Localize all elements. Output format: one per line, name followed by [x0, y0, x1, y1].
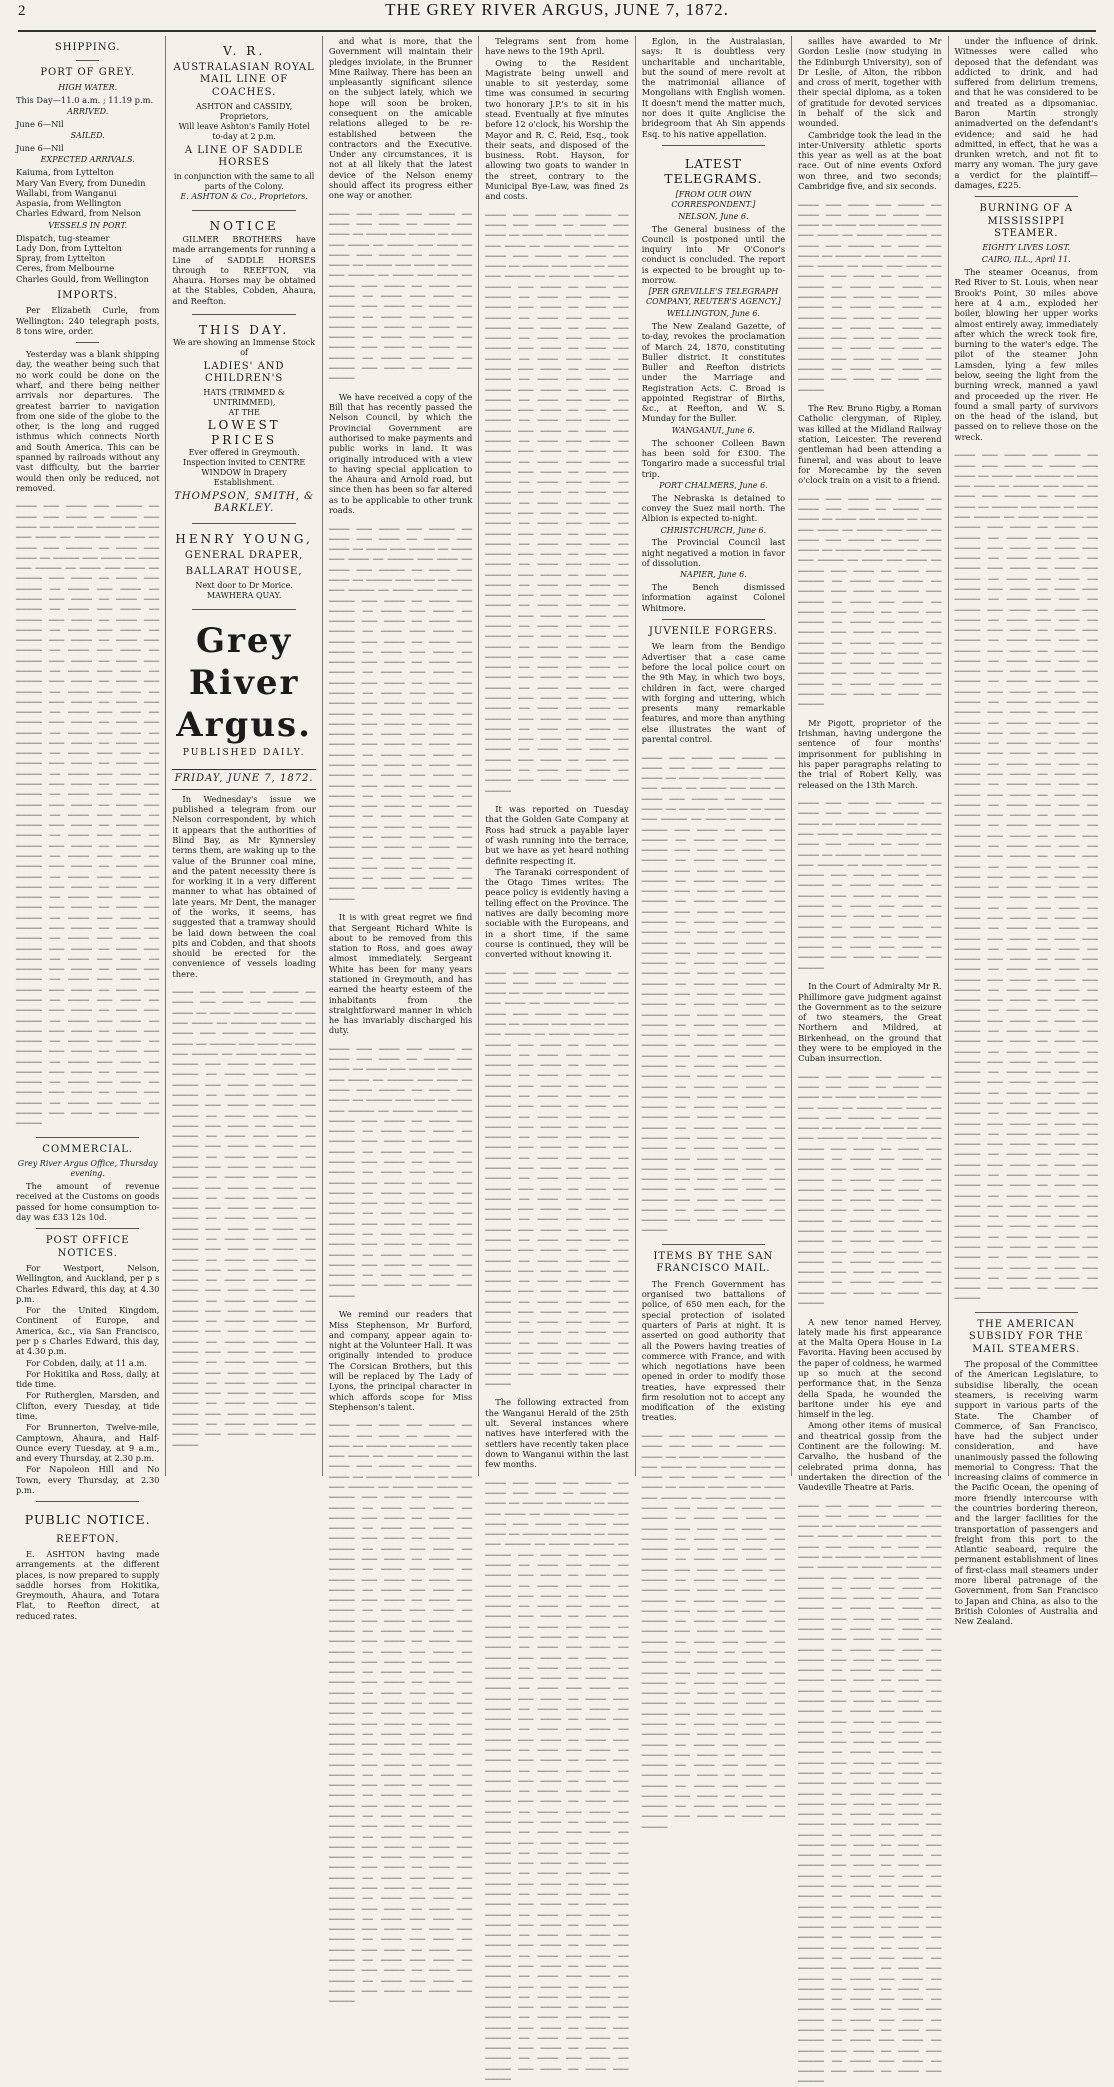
saddle-sub: in conjunction with the same to all parts of the Colony.	[173, 172, 315, 192]
list-item: Charles Gould, from Wellington	[16, 273, 149, 284]
issue-date: FRIDAY, JUNE 7, 1872.	[172, 769, 315, 789]
wanganui-text: The schooner Colleen Bawn has been sold for £300. The Tongariro made a successful trial trip.	[641, 437, 786, 479]
article-continued: ──── ─── ──── ─── ───── ── ──── ─── ──── ── ───── ─── ──── ── ──── ─── ───── ── ──── ─── ──── ── ───── ─── ──── ── ──── ─── ───── ── ──── ─── ──── ── ───── ─── ──── ── ──── ─── ───── ── ──── ─── ──── ── ───── ─── ──── ── ──── ─── ───── ── ──── ─── ──── ── ───── ─── ──── ── ──── ─── ───── ── ──── ─── ──── ── ───── ─── ──── ── ──── ─── ───── ── ──── ─── ──── ── ───── ─── ──── ── ──── ─── ───── ── ──── ─── ──── ── ───── ─── ──── ── ──── ─── ───── ── ──── ─── ──── ── ───── ─── ──── ── ──── ─── ───── ── ──── ─── ──── ── ───── ─── ──── ── ──── ─── ───── ── ──── ─── ──── ── ───── ─── ──── ── ──── ─── ───── ── ──── ─── ──── ── ───── ─── ──── ── ──── ─── ─────	[328, 1043, 473, 1301]
article-text: It was reported on Tuesday that the Golden Gate Company at Ross had struck a payable layer of wash running into the terrace, but we have as yet heard nothing definite respecting it.	[485, 804, 629, 866]
list-item: For Hokitika and Ross, daily, at tide time.	[16, 1368, 160, 1390]
notice-advert	[172, 219, 315, 306]
article-continued: ──── ─── ──── ─── ───── ── ──── ─── ──── ── ───── ─── ──── ── ──── ─── ───── ── ──── ─── ──── ── ───── ─── ──── ── ──── ─── ───── ── ──── ─── ──── ── ───── ─── ──── ── ──── ─── ───── ── ──── ─── ──── ── ───── ─── ──── ── ──── ─── ───── ── ──── ─── ──── ── ───── ─── ──── ── ──── ─── ───── ── ──── ─── ──── ── ───── ─── ──── ── ──── ─── ───── ── ──── ─── ──── ── ───── ─── ──── ── ──── ─── ───── ── ──── ─── ──── ── ───── ─── ──── ── ──── ─── ───── ── ──── ─── ──── ── ───── ─── ──── ── ──── ─── ───── ── ──── ─── ──── ── ───── ─── ──── ── ──── ─── ───── ── ──── ─── ──── ── ───── ─── ──── ── ──── ─── ─────	[798, 1071, 942, 1308]
list-item: For Brunnerton, Twelve-mile, Camptown, Ahaura, and Half-Ounce every Tuesday, at 9 a.m., and every Thursday, at 2.30 p.m.	[16, 1422, 160, 1464]
article-text: Owing to the Resident Magistrate being unwell and unable to sit yesterday, some time was consumed in securing two honorary J.P.'s to sit in his stead. Eventually at five minutes before 12 o'clock, his Worship the Mayor and R. C. Reid, Esq., took their seats, and disposed of the business. Robt. Hayson, for allowing two goats to wander in the street, contrary to the Municipal Bye-Law, was fined 2s and costs.	[485, 57, 629, 202]
wellington-dateline: WELLINGTON, June 6.	[666, 309, 760, 319]
column-1	[10, 36, 166, 1621]
running-title: THE GREY RIVER ARGUS, JUNE 7, 1872.	[385, 0, 729, 19]
imports-text: Per Elizabeth Curle, from Wellington: 240 telegraph posts, 8 tons wire, order.	[16, 305, 160, 336]
article-continued: ──── ─── ──── ─── ───── ── ──── ─── ──── ── ───── ─── ──── ── ──── ─── ───── ── ──── ─── ──── ── ───── ─── ──── ── ──── ─── ───── ── ──── ─── ──── ── ───── ─── ──── ── ──── ─── ───── ── ──── ─── ──── ── ───── ─── ──── ── ──── ─── ───── ── ──── ─── ──── ── ───── ─── ──── ── ──── ─── ───── ── ──── ─── ──── ── ───── ─── ──── ── ──── ─── ───── ── ──── ─── ──── ── ───── ─── ──── ── ──── ─── ───── ── ──── ─── ──── ── ───── ─── ──── ── ──── ─── ───── ── ──── ─── ──── ── ───── ─── ──── ── ──── ─── ───── ── ──── ─── ──── ── ───── ─── ──── ── ──── ─── ───── ── ──── ─── ──── ── ───── ─── ──── ── ──── ─── ───── ── ──── ─── ──── ── ───── ─── ──── ── ──── ─── ───── ── ──── ─── ──── ── ───── ─── ──── ── ──── ─── ───── ── ──── ─── ──── ── ───── ─── ──── ── ──── ─── ───── ── ──── ─── ──── ── ───── ─── ──── ── ──── ─── ───── ── ──── ─── ──── ── ───── ─── ──── ── ──── ─── ───── ── ──── ─── ──── ── ───── ─── ──── ── ──── ─── ───── ── ──── ─── ──── ── ───── ─── ──── ── ──── ─── ───── ── ──── ─── ──── ── ───── ─── ──── ── ──── ─── ─────	[641, 1431, 786, 1832]
leader-text: In Wednesday's issue we published a telegram from our Nelson correspondent, by which it appears that the authorities of Blind Bay, as Mr Kynnersley terms them, are waking up to the value of the Brunner coal mine, and the patent necessity there is for working it in a very different manner to what has obtained of late years. Mr Dent, the manager of the works, it seems, has suggested that a tramway should be laid down between the coal pits and Cobden, and that shoots should be erected for the convenience of vessels loading there.	[172, 793, 316, 979]
saddle-line: A LINE OF SADDLE HORSES	[184, 144, 304, 169]
list-item: For Westport, Nelson, Wellington, and Auckland, per p s Charles Edward, this day, at 4.30 p.m.	[16, 1263, 160, 1304]
post-office-heading: POST OFFICE NOTICES.	[45, 1235, 130, 1259]
list-item: Charles Edward, from Nelson	[16, 208, 141, 219]
list-item: Aspasia, from Wellington	[16, 198, 122, 209]
burning-text: The steamer Oceanus, from Red River to St. Louis, when near Brook's Point, 30 miles above here at 4 a.m., exploded her boiler, blowing her upper works almost entirely away, immediately after which the wreck took fire, burning to the water's edge. The pilot of the steamer John Lamsden, lying a few miles below, seeing the light from the burning wreck, manned a yawl and proceeded up the river. He found a small party of survivors on the head of the island, but passed on to relieve those on the wreck.	[954, 267, 1098, 442]
notice-heading: NOTICE	[209, 219, 279, 234]
article-text: The Rev. Bruno Rigby, a Roman Catholic clergyman, of Ripley, was killed at the Midland Railway station, Leicester. The reverend gentleman had been attending a funeral, and was about to leave for Morecambe by the seven o'clock train on a visit to a friend.	[798, 403, 942, 486]
ashton-signature: E. ASHTON & Co., Proprietors.	[180, 192, 308, 202]
sailed-label: SAILED.	[70, 131, 105, 141]
american-subsidy-heading: THE AMERICAN SUBSIDY FOR THE MAIL STEAMERS.	[968, 1318, 1084, 1355]
article-text: It is with great regret we find that Sergeant Richard White is about to be removed from this station to Ross, and goes away almost immediately. Sergeant White has been for many years stationed in Greymouth, and has earned the hearty esteem of the inhabitants from the straightforward manner in which he has invariably discharged his duty.	[328, 912, 473, 1036]
public-notice-heading: PUBLIC NOTICE.	[24, 1512, 151, 1528]
christchurch-dateline: CHRISTCHURCH, June 6.	[660, 525, 767, 535]
column-5	[636, 36, 792, 1832]
ashton-sub: Will leave Ashton's Family Hotel to-day at 2 p.m.	[178, 121, 310, 141]
burning-steamer-heading: BURNING OF A MISSISSIPPI STEAMER.	[979, 203, 1073, 239]
article-continued: ──── ─── ──── ─── ───── ── ──── ─── ──── ── ───── ─── ──── ── ──── ─── ───── ── ──── ─── ──── ── ───── ─── ──── ── ──── ─── ───── ── ──── ─── ──── ── ───── ─── ──── ── ──── ─── ───── ── ──── ─── ──── ── ───── ─── ──── ── ──── ─── ───── ── ──── ─── ──── ── ───── ─── ──── ── ──── ─── ───── ── ──── ─── ──── ── ───── ─── ──── ── ──── ─── ───── ── ──── ─── ──── ── ───── ─── ──── ── ──── ─── ───── ── ──── ─── ──── ── ───── ─── ──── ── ──── ─── ───── ── ──── ─── ──── ── ───── ─── ──── ── ──── ─── ───── ── ──── ─── ──── ── ───── ─── ──── ── ──── ─── ───── ── ──── ─── ──── ── ───── ─── ──── ── ──── ─── ───── ── ──── ─── ──── ── ───── ─── ──── ── ──── ─── ───── ── ──── ─── ──── ── ───── ─── ──── ── ──── ─── ───── ── ──── ─── ──── ── ───── ─── ──── ── ──── ─── ───── ── ──── ─── ──── ── ───── ─── ──── ── ──── ─── ───── ── ──── ─── ──── ── ───── ─── ──── ── ──── ─── ───── ── ──── ─── ──── ── ───── ─── ──── ── ──── ─── ───── ── ──── ─── ──── ── ───── ─── ──── ── ──── ─── ───── ── ──── ─── ──── ── ───── ─── ──── ── ──── ─── ───── ── ──── ─── ──── ── ───── ─── ──── ── ──── ─── ───── ── ──── ─── ──── ── ───── ─── ──── ── ──── ─── ───── ── ──── ─── ──── ── ───── ─── ──── ── ──── ─── ───── ── ──── ─── ──── ── ───── ─── ──── ── ──── ─── ─────	[641, 752, 786, 1236]
column-4	[479, 36, 635, 2085]
greville-agency: [PER GREVILLE'S TELEGRAPH COMPANY, REUTER'S AGENCY.]	[646, 287, 781, 307]
vessels-list	[16, 233, 159, 284]
gilmer-text: GILMER BROTHERS have made arrangements for running a Line of SADDLE HORSES through to REEFTON, via Ahaura. Horses may be obtained at the Stables, Cobden, Ahaura, and Reefton.	[172, 234, 316, 306]
shipping-heading: SHIPPING.	[54, 42, 121, 53]
expected-label: EXPECTED ARRIVALS.	[40, 155, 135, 165]
article-continued: ──── ─── ──── ─── ───── ── ──── ─── ──── ── ───── ─── ──── ── ──── ─── ───── ── ──── ─── ──── ── ───── ─── ──── ── ──── ─── ───── ── ──── ─── ──── ── ───── ─── ──── ── ──── ─── ───── ── ──── ─── ──── ── ───── ─── ──── ── ──── ─── ───── ── ──── ─── ──── ── ───── ─── ──── ── ──── ─── ───── ── ──── ─── ──── ── ───── ─── ──── ── ──── ─── ───── ── ──── ─── ──── ── ───── ─── ──── ── ──── ─── ───── ── ──── ─── ──── ── ───── ─── ──── ── ──── ─── ───── ── ──── ─── ──── ── ───── ─── ──── ── ──── ─── ───── ── ──── ─── ──── ── ───── ─── ──── ── ──── ─── ───── ── ──── ─── ──── ── ───── ─── ──── ── ──── ─── ───── ── ──── ─── ──── ── ───── ─── ──── ── ──── ─── ───── ── ──── ─── ──── ── ───── ─── ──── ── ──── ─── ───── ── ──── ─── ──── ── ───── ─── ──── ── ──── ─── ───── ── ──── ─── ──── ── ───── ─── ──── ── ──── ─── ───── ── ──── ─── ──── ── ───── ─── ──── ── ──── ─── ───── ── ──── ─── ──── ── ───── ─── ──── ── ──── ─── ───── ── ──── ─── ──── ── ───── ─── ──── ── ──── ─── ───── ── ──── ─── ──── ── ───── ─── ──── ── ──── ─── ───── ── ──── ─── ──── ── ───── ─── ──── ── ──── ─── ───── ── ──── ─── ──── ── ───── ─── ──── ── ──── ─── ───── ── ──── ─── ──── ── ───── ─── ──── ── ──── ─── ───── ── ──── ─── ──── ── ───── ─── ──── ── ──── ─── ───── ── ──── ─── ──── ── ───── ─── ──── ── ──── ─── ───── ── ──── ─── ──── ── ───── ─── ──── ── ──── ─── ───── ── ──── ─── ──── ── ───── ─── ──── ── ──── ─── ───── ── ──── ─── ──── ── ───── ─── ──── ── ──── ─── ───── ── ──── ─── ──── ── ───── ─── ──── ── ──── ─── ───── ── ──── ─── ──── ── ───── ─── ──── ── ──── ─── ───── ── ──── ─── ──── ── ───── ─── ──── ── ──── ─── ───── ── ──── ─── ──── ── ───── ─── ──── ── ──── ─── ───── ── ──── ─── ──── ── ───── ─── ──── ── ──── ─── ───── ── ──── ─── ──── ── ───── ─── ──── ── ──── ─── ───── ── ──── ─── ──── ── ───── ─── ──── ── ──── ─── ───── ── ──── ─── ──── ── ───── ─── ──── ── ──── ─── ───── ── ──── ─── ──── ── ───── ─── ──── ── ──── ─── ───── ── ──── ─── ──── ── ───── ─── ──── ── ──── ─── ───── ── ──── ─── ──── ── ───── ─── ──── ── ──── ─── ───── ── ──── ─── ──── ── ───── ─── ──── ── ──── ─── ───── ── ──── ─── ──── ── ───── ─── ──── ── ──── ─── ───── ── ──── ─── ──── ── ───── ─── ──── ── ──── ─── ─────	[954, 450, 1098, 1304]
commercial-heading: COMMERCIAL.	[42, 1143, 134, 1155]
subsidy-text: The proposal of the Committee of the American Legislature, to subsidise liberally, the ocean steamers, is receiving warm support in various parts of the State. The Chamber of Commerce, of San Francisco, have had the subject under consideration, and have unanimously passed the following memorial to Congress: That the increasing claims of commerce in the Pacific Ocean, the opening of more friendly intercourse with the countries bordering thereon, and the larger facilities for the transportation of passengers and freight from this port to the Atlantic seaboard, require the permanent establishment of lines of first-class mail steamers under more liberal patronage of the Government, from San Francisco to Japan and China, as also to the British Colonies of Australia and New Zealand.	[954, 1359, 1098, 1627]
vr-heading: V. R.	[223, 44, 266, 58]
article-continued: ──── ─── ──── ─── ───── ── ──── ─── ──── ── ───── ─── ──── ── ──── ─── ───── ── ──── ─── ──── ── ───── ─── ──── ── ──── ─── ───── ── ──── ─── ──── ── ───── ─── ──── ── ──── ─── ───── ── ──── ─── ──── ── ───── ─── ──── ── ──── ─── ───── ── ──── ─── ──── ── ───── ─── ──── ── ──── ─── ───── ── ──── ─── ──── ── ───── ─── ──── ── ──── ─── ───── ── ──── ─── ──── ── ───── ─── ──── ── ──── ─── ───── ── ──── ─── ──── ── ───── ─── ──── ── ──── ─── ───── ── ──── ─── ──── ── ───── ─── ──── ── ──── ─── ───── ── ──── ─── ──── ── ───── ─── ──── ── ──── ─── ───── ── ──── ─── ──── ── ───── ─── ──── ── ──── ─── ───── ── ──── ─── ──── ── ───── ─── ──── ── ──── ─── ───── ── ──── ─── ──── ── ───── ─── ──── ── ──── ─── ───── ── ──── ─── ──── ── ───── ─── ──── ── ──── ─── ───── ── ──── ─── ──── ── ───── ─── ──── ── ──── ─── ───── ── ──── ─── ──── ── ───── ─── ──── ── ──── ─── ───── ── ──── ─── ──── ── ───── ─── ──── ── ──── ─── ───── ── ──── ─── ──── ── ───── ─── ──── ── ──── ─── ───── ── ──── ─── ──── ── ───── ─── ──── ── ──── ─── ───── ── ──── ─── ──── ── ───── ─── ──── ── ──── ─── ───── ── ──── ─── ──── ── ───── ─── ──── ── ──── ─── ───── ── ──── ─── ──── ── ───── ─── ──── ── ──── ─── ───── ── ──── ─── ──── ── ───── ─── ──── ── ──── ─── ───── ── ──── ─── ──── ── ───── ─── ──── ── ──── ─── ───── ── ──── ─── ──── ── ───── ─── ──── ── ──── ─── ───── ── ──── ─── ──── ── ───── ─── ──── ── ──── ─── ───── ── ──── ─── ──── ── ───── ─── ──── ── ──── ─── ───── ── ──── ─── ──── ── ───── ─── ──── ── ──── ─── ─────	[328, 1420, 473, 2007]
next-door: Next door to Dr Morice.	[195, 581, 293, 591]
leader-continued: ──── ─── ──── ─── ───── ── ──── ─── ──── ── ───── ─── ──── ── ──── ─── ───── ── ──── ─── ──── ── ───── ─── ──── ── ──── ─── ───── ── ──── ─── ──── ── ───── ─── ──── ── ──── ─── ───── ── ──── ─── ──── ── ───── ─── ──── ── ──── ─── ───── ── ──── ─── ──── ── ───── ─── ──── ── ──── ─── ───── ── ──── ─── ──── ── ───── ─── ──── ── ──── ─── ───── ── ──── ─── ──── ── ───── ─── ──── ── ──── ─── ───── ── ──── ─── ──── ── ───── ─── ──── ── ──── ─── ───── ── ──── ─── ──── ── ───── ─── ──── ── ──── ─── ───── ── ──── ─── ──── ── ───── ─── ──── ── ──── ─── ───── ── ──── ─── ──── ── ───── ─── ──── ── ──── ─── ───── ── ──── ─── ──── ── ───── ─── ──── ── ──── ─── ───── ── ──── ─── ──── ── ───── ─── ──── ── ──── ─── ───── ── ──── ─── ──── ── ───── ─── ──── ── ──── ─── ───── ── ──── ─── ──── ── ───── ─── ──── ── ──── ─── ───── ── ──── ─── ──── ── ───── ─── ──── ── ──── ─── ───── ── ──── ─── ──── ── ───── ─── ──── ── ──── ─── ───── ── ──── ─── ──── ── ───── ─── ──── ── ──── ─── ───── ── ──── ─── ──── ── ───── ─── ──── ── ──── ─── ───── ── ──── ─── ──── ── ───── ─── ──── ── ──── ─── ───── ── ──── ─── ──── ── ───── ─── ──── ── ──── ─── ───── ── ──── ─── ──── ── ───── ─── ──── ── ──── ─── ─────	[172, 987, 316, 1450]
at-the: AT THE	[228, 408, 260, 418]
nelson-text: The General business of the Council is postponed until the inquiry into Mr O'Conor's conduct is concluded. The report is expected to be brought up to-morrow.	[641, 223, 786, 285]
article-text: In the Court of Admiralty Mr R. Phillimore gave judgment against the Government as to the seizure of two steamers, the Great Northern and Mildred, at Birkenhead, on the ground that they were to be employed in the Cuban insurrection.	[798, 981, 942, 1064]
expected-list	[16, 167, 159, 218]
inspection: Inspection invited to CENTRE WINDOW in Drapery Establishment.	[183, 457, 306, 487]
article-text: and what is more, that the Government will maintain their pledges inviolate, in the Brunner Mine Railway. There has been an unpleasantly significant silence on the subject lately, which we hope will soon be broken, consequent on the amicable relations alleged to be re-established between the contractors and the Executive. Under any circumstances, it is not at all likely that the latest device of the Nelson enemy should affect its progress either one way or another.	[328, 36, 473, 201]
ever-offered: Ever offered in Greymouth.	[188, 447, 300, 457]
list-item: Lady Don, from Lyttelton	[16, 242, 122, 253]
newspaper-name: Grey River Argus.	[176, 620, 313, 746]
list-item: For Rutherglen, Marsden, and Clifton, every Tuesday, at tide time.	[16, 1390, 160, 1421]
imports-heading: IMPORTS.	[57, 289, 119, 301]
sailed: June 6—Nil	[16, 143, 64, 154]
napier-text: The Bench dismissed information against Colonel Whitmore.	[641, 582, 786, 613]
article-text: The Taranaki correspondent of the Otago Times writes: The peace policy is evidently having a telling effect on the Province. The natives are daily becoming more sociable with the Europeans, and in a short time, if the same course is continued, they will be converted without knowing it.	[485, 866, 629, 960]
san-francisco-heading: ITEMS BY THE SAN FRANCISCO MAIL.	[653, 1251, 774, 1275]
page-header	[18, 0, 1096, 32]
wellington-text: The New Zealand Gazette, of to-day, revokes the proclamation of March 24, 1870, constituting Buller district. It constitutes Buller and Reefton districts under the Marriage and Registration Acts. C. Broad is appointed Registrar of Births, &c., at Reefton, and W. S. Munday for the Buller.	[641, 320, 786, 424]
article-text: Mr Pigott, proprietor of the Irishman, having undergone the sentence of four months' imprisonment for publishing in his paper paragraphs relating to the trial of Robert Kelly, was released on the 13th March.	[798, 717, 942, 790]
article-text: Eglon, in the Australasian, says: It is doubtless very uncharitable and uncharitable, but the sound of mere revolt at the matrimonial alliance of Mongolians with English women. It doesn't mend the matter much, nor does it quite Anglicise the bridegroom that Ah Sin appends Esq. to his native appellation.	[641, 36, 786, 139]
ballarat-line: BALLARAT HOUSE,	[185, 565, 303, 577]
ashton-proprietors: ASHTON and CASSIDY, Proprietors,	[195, 102, 293, 121]
article-continued: ──── ─── ──── ─── ───── ── ──── ─── ──── ── ───── ─── ──── ── ──── ─── ───── ── ──── ─── ──── ── ───── ─── ──── ── ──── ─── ───── ── ──── ─── ──── ── ───── ─── ──── ── ──── ─── ───── ── ──── ─── ──── ── ───── ─── ──── ── ──── ─── ───── ── ──── ─── ──── ── ───── ─── ──── ── ──── ─── ───── ── ──── ─── ──── ── ───── ─── ──── ── ──── ─── ───── ── ──── ─── ──── ── ───── ─── ──── ── ──── ─── ───── ── ──── ─── ──── ── ───── ─── ──── ── ──── ─── ───── ── ──── ─── ──── ── ───── ─── ──── ── ──── ─── ───── ── ──── ─── ──── ── ───── ─── ──── ── ──── ─── ───── ── ──── ─── ──── ── ───── ─── ──── ── ──── ─── ───── ── ──── ─── ──── ── ───── ─── ──── ── ──── ─── ───── ── ──── ─── ──── ── ───── ─── ──── ── ──── ─── ───── ── ──── ─── ──── ── ───── ─── ──── ── ──── ─── ───── ── ──── ─── ──── ── ───── ─── ──── ── ──── ─── ───── ── ──── ─── ──── ── ───── ─── ──── ── ──── ─── ───── ── ──── ─── ──── ── ───── ─── ──── ── ──── ─── ───── ── ──── ─── ──── ── ───── ─── ──── ── ──── ─── ───── ── ──── ─── ──── ── ───── ─── ──── ── ──── ─── ───── ── ──── ─── ──── ── ───── ─── ──── ── ──── ─── ───── ── ──── ─── ──── ── ───── ─── ──── ── ──── ─── ───── ── ──── ─── ──── ── ───── ─── ──── ── ──── ─── ───── ── ──── ─── ──── ── ───── ─── ──── ── ──── ─── ───── ── ──── ─── ──── ── ───── ─── ──── ── ──── ─── ───── ── ──── ─── ──── ── ───── ─── ──── ── ──── ─── ───── ── ──── ─── ──── ── ───── ─── ──── ── ──── ─── ───── ── ──── ─── ──── ── ───── ─── ──── ── ──── ─── ───── ── ──── ─── ──── ── ───── ─── ──── ── ──── ─── ───── ── ──── ─── ──── ── ───── ─── ──── ── ──── ─── ───── ── ──── ─── ──── ── ───── ─── ──── ── ──── ─── ─────	[16, 501, 160, 1129]
published-daily: PUBLISHED DAILY.	[182, 748, 306, 759]
draper-line: GENERAL DRAPER,	[184, 550, 304, 562]
reefton-text: E. ASHTON having made arrangements at the different places, is now prepared to supply saddle horses from Hokitika, Greymouth, Ahaura, and Totara Flat, to Reefton direct, at reduced rates.	[16, 1549, 160, 1621]
column-2	[166, 36, 322, 1476]
page-number: 2	[18, 3, 26, 19]
own-correspondent: [FROM OUR OWN CORRESPONDENT.]	[671, 189, 756, 209]
henry-young: HENRY YOUNG,	[175, 532, 313, 547]
hats-line: HATS (TRIMMED & UNTRIMMED),	[203, 388, 285, 408]
christchurch-text: The Provincial Council last night negatived a motion in favor of dissolution.	[641, 537, 786, 568]
commercial-office: Grey River Argus Office, Thursday evening.	[17, 1159, 158, 1179]
eighty-lives-lost: EIGHTY LIVES LOST.	[982, 243, 1071, 253]
column-6	[792, 36, 948, 2087]
article-continued: ──── ─── ──── ─── ───── ── ──── ─── ──── ── ───── ─── ──── ── ──── ─── ───── ── ──── ─── ──── ── ───── ─── ──── ── ──── ─── ───── ── ──── ─── ──── ── ───── ─── ──── ── ──── ─── ───── ── ──── ─── ──── ── ───── ─── ──── ── ──── ─── ───── ── ──── ─── ──── ── ───── ─── ──── ── ──── ─── ───── ── ──── ─── ──── ── ───── ─── ──── ── ──── ─── ───── ── ──── ─── ──── ── ───── ─── ──── ── ──── ─── ───── ── ──── ─── ──── ── ───── ─── ──── ── ──── ─── ───── ── ──── ─── ──── ── ───── ─── ──── ── ──── ─── ───── ── ──── ─── ──── ── ───── ─── ──── ── ──── ─── ───── ── ──── ─── ──── ── ───── ─── ──── ── ──── ─── ───── ── ──── ─── ──── ── ───── ─── ──── ── ──── ─── ───── ── ──── ─── ──── ── ───── ─── ──── ── ──── ─── ───── ── ──── ─── ──── ── ───── ─── ──── ── ──── ─── ───── ── ──── ─── ──── ── ───── ─── ──── ── ──── ─── ───── ── ──── ─── ──── ── ───── ─── ──── ── ──── ─── ───── ── ──── ─── ──── ── ───── ─── ──── ── ──── ─── ───── ── ──── ─── ──── ── ───── ─── ──── ── ──── ─── ───── ── ──── ─── ──── ── ───── ─── ──── ── ──── ─── ───── ── ──── ─── ──── ── ───── ─── ──── ── ──── ─── ───── ── ──── ─── ──── ── ───── ─── ──── ── ──── ─── ───── ── ──── ─── ──── ── ───── ─── ──── ── ──── ─── ───── ── ──── ─── ──── ── ───── ─── ──── ── ──── ─── ───── ── ──── ─── ──── ── ───── ─── ──── ── ──── ─── ───── ── ──── ─── ──── ── ───── ─── ──── ── ──── ─── ───── ── ──── ─── ──── ── ───── ─── ──── ── ──── ─── ───── ── ──── ─── ──── ── ───── ─── ──── ── ──── ─── ───── ── ──── ─── ──── ── ───── ─── ──── ── ──── ─── ─────	[798, 1500, 942, 2087]
article-text: We remind our readers that Miss Stephenson, Mr Burford, and company, appear again to-night at the Volunteer Hall. It was originally intended to produce The Corsican Brothers, but this will be replaced by The Lady of Lyons, the principal character in which affords scope for Miss Stephenson's talent.	[328, 1309, 473, 1412]
napier-dateline: NAPIER, June 6.	[680, 570, 747, 580]
shipping-article: Yesterday was a blank shipping day, the weather being such that no work could be done on the wharf, and there being neither arrivals nor departures. The greatest barrier to navigation from one side of the globe to the other, is the long and rugged isthmus which connects North and South America. This can be spanned by railroads without any vast difficulty, but the barrier would then only be reduced, not removed.	[16, 349, 160, 493]
port-chalmers-dateline: PORT CHALMERS, June 6.	[659, 480, 768, 490]
nelson-dateline: NELSON, June 6.	[678, 211, 749, 221]
lowest-prices: LOWEST PRICES	[207, 418, 281, 448]
article-continued: ──── ─── ──── ─── ───── ── ──── ─── ──── ── ───── ─── ──── ── ──── ─── ───── ── ──── ─── ──── ── ───── ─── ──── ── ──── ─── ───── ── ──── ─── ──── ── ───── ─── ──── ── ──── ─── ───── ── ──── ─── ──── ── ───── ─── ──── ── ──── ─── ───── ── ──── ─── ──── ── ───── ─── ──── ── ──── ─── ───── ── ──── ─── ──── ── ───── ─── ──── ── ──── ─── ───── ── ──── ─── ──── ── ───── ─── ──── ── ──── ─── ───── ── ──── ─── ──── ── ───── ─── ──── ── ──── ─── ───── ── ──── ─── ──── ── ───── ─── ──── ── ──── ─── ───── ── ──── ─── ──── ── ───── ─── ──── ── ──── ─── ───── ── ──── ─── ──── ── ───── ─── ──── ── ──── ─── ───── ── ──── ─── ──── ── ───── ─── ──── ── ──── ─── ───── ── ──── ─── ──── ── ───── ─── ──── ── ──── ─── ───── ── ──── ─── ──── ── ───── ─── ──── ── ──── ─── ───── ── ──── ─── ──── ── ───── ─── ──── ── ──── ─── ───── ── ──── ─── ──── ── ───── ─── ──── ── ──── ─── ───── ── ──── ─── ──── ── ───── ─── ──── ── ──── ─── ───── ── ──── ─── ──── ── ───── ─── ──── ── ──── ─── ───── ── ──── ─── ──── ── ───── ─── ──── ── ──── ─── ───── ── ──── ─── ──── ── ───── ─── ──── ── ──── ─── ───── ── ──── ─── ──── ── ───── ─── ──── ── ──── ─── ───── ── ──── ─── ──── ── ───── ─── ──── ── ──── ─── ───── ── ──── ─── ──── ── ───── ─── ──── ── ──── ─── ───── ── ──── ─── ──── ── ───── ─── ──── ── ──── ─── ───── ── ──── ─── ──── ── ───── ─── ──── ── ──── ─── ───── ── ──── ─── ──── ── ───── ─── ──── ── ──── ─── ───── ── ──── ─── ──── ── ───── ─── ──── ── ──── ─── ───── ── ──── ─── ──── ── ───── ─── ──── ── ──── ─── ─────	[485, 209, 629, 796]
latest-telegrams-heading: LATEST TELEGRAMS.	[664, 155, 763, 187]
this-day-heading: THIS DAY.	[199, 323, 290, 338]
list-item: Dispatch, tug-steamer	[16, 232, 110, 243]
article-text: Among other items of musical and theatrical gossip from the Continent are the following: M. Carvalho, the husband of the celebrated prima donna, has undertaken the direction of the Vaudeville Theatre at Paris.	[798, 1420, 942, 1493]
article-text: We have received a copy of the Bill that has recently passed the Nelson Council, by which the Provincial Government are authorised to make payments and public works in land. It was originally introduced with a view to having special application to the Ahaura and Arnold road, but since then has been so far altered as to be applicable to other trunk roads.	[328, 391, 473, 515]
arrived-label: ARRIVED.	[67, 106, 109, 116]
port-heading: PORT OF GREY.	[40, 67, 136, 79]
port-chalmers-text: The Nebraska is detained to convey the Suez mail north. The Albion is expected to-night.	[641, 492, 786, 524]
cairo-dateline: CAIRO, ILL., April 11.	[981, 255, 1071, 265]
article-continued: ──── ─── ──── ─── ───── ── ──── ─── ──── ── ───── ─── ──── ── ──── ─── ───── ── ──── ─── ──── ── ───── ─── ──── ── ──── ─── ───── ── ──── ─── ──── ── ───── ─── ──── ── ──── ─── ───── ── ──── ─── ──── ── ───── ─── ──── ── ──── ─── ───── ── ──── ─── ──── ── ───── ─── ──── ── ──── ─── ───── ── ──── ─── ──── ── ───── ─── ──── ── ──── ─── ───── ── ──── ─── ──── ── ───── ─── ──── ── ──── ─── ───── ── ──── ─── ──── ── ───── ─── ──── ── ──── ─── ─────	[798, 798, 942, 973]
article-continued: ──── ─── ──── ─── ───── ── ──── ─── ──── ── ───── ─── ──── ── ──── ─── ───── ── ──── ─── ──── ── ───── ─── ──── ── ──── ─── ───── ── ──── ─── ──── ── ───── ─── ──── ── ──── ─── ───── ── ──── ─── ──── ── ───── ─── ──── ── ──── ─── ───── ── ──── ─── ──── ── ───── ─── ──── ── ──── ─── ───── ── ──── ─── ──── ── ───── ─── ──── ── ──── ─── ───── ── ──── ─── ──── ── ───── ─── ──── ── ──── ─── ───── ── ──── ─── ──── ── ───── ─── ──── ── ──── ─── ───── ── ──── ─── ──── ── ───── ─── ──── ── ──── ─── ───── ── ──── ─── ──── ── ───── ─── ──── ── ──── ─── ─────	[798, 493, 942, 710]
article-text: under the influence of drink. Witnesses were called who deposed that the defendant was addicted to drink, and had suffered from delirium tremens, and that he was considered to be and treated as a dipsomaniac. Baron Martin strongly animadverted on the defendant's evidence; and said he had admitted, in effect, that he was a drunken wretch, and not fit to marry any woman. The jury gave a verdict for the plaintiff—damages, £225.	[954, 36, 1098, 190]
list-item: Mary Van Every, from Dunedin	[16, 177, 146, 188]
hats-advert	[172, 323, 315, 515]
list-item: Wallabi, from Wanganui	[16, 187, 117, 198]
column-3	[323, 36, 479, 2007]
list-item: For Napoleon Hill and No Town, every Thursday, at 2.30 p.m.	[16, 1464, 160, 1495]
article-text: A new tenor named Hervey, lately made his first appearance at the Malta Opera House in La Favorita. Having been accused by the paper of coldness, he warmed up so much at the second performance that, in the Senza della Spada, he wounded the baritone under his eye and himself in the leg.	[798, 1316, 942, 1420]
article-text: Cambridge took the lead in the inter-University athletic sports this year as well as at the boat race. Out of nine events Oxford won three, and two seconds; Cambridge five, and six seconds.	[798, 129, 942, 191]
article-continued: ──── ─── ──── ─── ───── ── ──── ─── ──── ── ───── ─── ──── ── ──── ─── ───── ── ──── ─── ──── ── ───── ─── ──── ── ──── ─── ───── ── ──── ─── ──── ── ───── ─── ──── ── ──── ─── ───── ── ──── ─── ──── ── ───── ─── ──── ── ──── ─── ───── ── ──── ─── ──── ── ───── ─── ──── ── ──── ─── ───── ── ──── ─── ──── ── ───── ─── ──── ── ──── ─── ───── ── ──── ─── ──── ── ───── ─── ──── ── ──── ─── ───── ── ──── ─── ──── ── ───── ─── ──── ── ──── ─── ───── ── ──── ─── ──── ── ───── ─── ──── ── ──── ─── ───── ── ──── ─── ──── ── ───── ─── ──── ── ──── ─── ───── ── ──── ─── ──── ── ───── ─── ──── ── ──── ─── ───── ── ──── ─── ──── ── ───── ─── ──── ── ──── ─── ───── ── ──── ─── ──── ── ───── ─── ──── ── ──── ─── ───── ── ──── ─── ──── ── ───── ─── ──── ── ──── ─── ───── ── ──── ─── ──── ── ───── ─── ──── ── ──── ─── ───── ── ──── ─── ──── ── ───── ─── ──── ── ──── ─── ───── ── ──── ─── ──── ── ───── ─── ──── ── ──── ─── ───── ── ──── ─── ──── ── ───── ─── ──── ── ──── ─── ─────	[328, 523, 473, 904]
article-text: The following extracted from the Wanganui Herald of the 25th ult. Several instances where natives have interfered with the settlers have recently taken place down to Wanganui within the last few months.	[485, 1397, 629, 1470]
article-text: Telegrams sent from home have news to the 19th April.	[485, 36, 629, 57]
list-item: Ceres, from Melbourne	[16, 263, 115, 274]
article-text: sailles have awarded to Mr Gordon Leslie (now studying in the Edinburgh University), son of Dr Leslie, of Alton, the ribbon and cross of merit, together with their special diploma, as a token of gratitude for devoted services in behalf of the sick and wounded.	[798, 36, 942, 129]
high-water-label: HIGH WATER.	[58, 82, 118, 92]
list-item: Kaiuma, from Lyttelton	[16, 167, 114, 178]
commercial-text: The amount of revenue received at the Customs on goods passed for home consumption to-day was £33 12s 10d.	[16, 1181, 160, 1222]
high-water: This Day—11.0 a.m. ; 11.19 p.m.	[16, 94, 154, 105]
coach-advert	[172, 44, 315, 202]
mawhera: MAWHERA QUAY.	[206, 590, 282, 600]
list-item: For Cobden, daily, at 11 a.m.	[26, 1357, 148, 1368]
vessels-label: VESSELS IN PORT.	[48, 220, 128, 230]
arrived: June 6—Nil	[16, 118, 64, 129]
wanganui-dateline: WANGANUI, June 6.	[671, 425, 755, 435]
list-item: Spray, from Lyttelton	[16, 253, 106, 264]
reefton-heading: REEFTON.	[56, 1533, 120, 1545]
forgers-text: We learn from the Bendigo Advertiser that a case came before the local police court on the 9th May, in which two boys, children in fact, were charged with forging and uttering, which presents many remarkable features, and more than anything else illustrates the want of parental control.	[641, 641, 786, 744]
article-continued: ──── ─── ──── ─── ───── ── ──── ─── ──── ── ───── ─── ──── ── ──── ─── ───── ── ──── ─── ──── ── ───── ─── ──── ── ──── ─── ───── ── ──── ─── ──── ── ───── ─── ──── ── ──── ─── ───── ── ──── ─── ──── ── ───── ─── ──── ── ──── ─── ───── ── ──── ─── ──── ── ───── ─── ──── ── ──── ─── ───── ── ──── ─── ──── ── ───── ─── ──── ── ──── ─── ───── ── ──── ─── ──── ── ───── ─── ──── ── ──── ─── ───── ── ──── ─── ──── ── ───── ─── ──── ── ──── ─── ───── ── ──── ─── ──── ── ───── ─── ──── ── ──── ─── ───── ── ──── ─── ──── ── ───── ─── ──── ── ──── ─── ───── ── ──── ─── ──── ── ───── ─── ──── ── ──── ─── ───── ── ──── ─── ──── ── ───── ─── ──── ── ──── ─── ───── ── ──── ─── ──── ── ───── ─── ──── ── ──── ─── ───── ── ──── ─── ──── ── ───── ─── ──── ── ──── ─── ───── ── ──── ─── ──── ── ───── ─── ──── ── ──── ─── ───── ── ──── ─── ──── ── ───── ─── ──── ── ──── ─── ───── ── ──── ─── ──── ── ───── ─── ──── ── ──── ─── ───── ── ──── ─── ──── ── ───── ─── ──── ── ──── ─── ───── ── ──── ─── ──── ── ───── ─── ──── ── ──── ─── ───── ── ──── ─── ──── ── ───── ─── ──── ── ──── ─── ───── ── ──── ─── ──── ── ───── ─── ──── ── ──── ─── ───── ── ──── ─── ──── ── ───── ─── ──── ── ──── ─── ───── ── ──── ─── ──── ── ───── ─── ──── ── ──── ─── ───── ── ──── ─── ──── ── ───── ─── ──── ── ──── ─── ───── ── ──── ─── ──── ── ───── ─── ──── ── ──── ─── ───── ── ──── ─── ──── ── ───── ─── ──── ── ──── ─── ───── ── ──── ─── ──── ── ───── ─── ──── ── ──── ─── ───── ── ──── ─── ──── ── ───── ─── ──── ── ──── ─── ───── ── ──── ─── ──── ── ───── ─── ──── ── ──── ─── ─────	[485, 1477, 629, 2085]
juvenile-forgers-heading: JUVENILE FORGERS.	[648, 626, 778, 638]
column-7	[949, 36, 1104, 1627]
draper-advert	[172, 532, 315, 600]
list-item: For the United Kingdom, Continent of Europe, and America, &c., via San Francisco, per p s Charles Edward, this day, at 4.30 p.m.	[16, 1305, 160, 1357]
san-francisco-text: The French Government has organised two battalions of police, of 650 men each, for the special protection of isolated quarters of Paris at night. It is asserted on good authority that all the Powers having treaties of commerce with France, and with which negotiations have been opened in order to modify those treaties, have expressed their firm resolution not to accept any modification of the existing treaties.	[641, 1278, 786, 1423]
this-day-text: We are showing an Immense Stock of	[173, 337, 316, 357]
ladies-line: LADIES' AND CHILDREN'S	[203, 360, 285, 385]
mail-line: AUSTRALASIAN ROYAL MAIL LINE OF COACHES.	[173, 61, 315, 98]
article-continued: ──── ─── ──── ─── ───── ── ──── ─── ──── ── ───── ─── ──── ── ──── ─── ───── ── ──── ─── ──── ── ───── ─── ──── ── ──── ─── ───── ── ──── ─── ──── ── ───── ─── ──── ── ──── ─── ───── ── ──── ─── ──── ── ───── ─── ──── ── ──── ─── ───── ── ──── ─── ──── ── ───── ─── ──── ── ──── ─── ───── ── ──── ─── ──── ── ───── ─── ──── ── ──── ─── ───── ── ──── ─── ──── ── ───── ─── ──── ── ──── ─── ───── ── ──── ─── ──── ── ───── ─── ──── ── ──── ─── ─────	[328, 208, 473, 384]
article-continued: ──── ─── ──── ─── ───── ── ──── ─── ──── ── ───── ─── ──── ── ──── ─── ───── ── ──── ─── ──── ── ───── ─── ──── ── ──── ─── ───── ── ──── ─── ──── ── ───── ─── ──── ── ──── ─── ───── ── ──── ─── ──── ── ───── ─── ──── ── ──── ─── ───── ── ──── ─── ──── ── ───── ─── ──── ── ──── ─── ───── ── ──── ─── ──── ── ───── ─── ──── ── ──── ─── ───── ── ──── ─── ──── ── ───── ─── ──── ── ──── ─── ───── ── ──── ─── ──── ── ───── ─── ──── ── ──── ─── ───── ── ──── ─── ──── ── ───── ─── ──── ── ──── ─── ─────	[798, 199, 942, 395]
thompson-signature: THOMPSON, SMITH, & BARKLEY.	[174, 490, 315, 514]
article-continued: ──── ─── ──── ─── ───── ── ──── ─── ──── ── ───── ─── ──── ── ──── ─── ───── ── ──── ─── ──── ── ───── ─── ──── ── ──── ─── ───── ── ──── ─── ──── ── ───── ─── ──── ── ──── ─── ───── ── ──── ─── ──── ── ───── ─── ──── ── ──── ─── ───── ── ──── ─── ──── ── ───── ─── ──── ── ──── ─── ───── ── ──── ─── ──── ── ───── ─── ──── ── ──── ─── ───── ── ──── ─── ──── ── ───── ─── ──── ── ──── ─── ───── ── ──── ─── ──── ── ───── ─── ──── ── ──── ─── ───── ── ──── ─── ──── ── ───── ─── ──── ── ──── ─── ───── ── ──── ─── ──── ── ───── ─── ──── ── ──── ─── ───── ── ──── ─── ──── ── ───── ─── ──── ── ──── ─── ───── ── ──── ─── ──── ── ───── ─── ──── ── ──── ─── ───── ── ──── ─── ──── ── ───── ─── ──── ── ──── ─── ───── ── ──── ─── ──── ── ───── ─── ──── ── ──── ─── ───── ── ──── ─── ──── ── ───── ─── ──── ── ──── ─── ───── ── ──── ─── ──── ── ───── ─── ──── ── ──── ─── ───── ── ──── ─── ──── ── ───── ─── ──── ── ──── ─── ───── ── ──── ─── ──── ── ───── ─── ──── ── ──── ─── ───── ── ──── ─── ──── ── ───── ─── ──── ── ──── ─── ───── ── ──── ─── ──── ── ───── ─── ──── ── ──── ─── ─────	[485, 967, 629, 1389]
